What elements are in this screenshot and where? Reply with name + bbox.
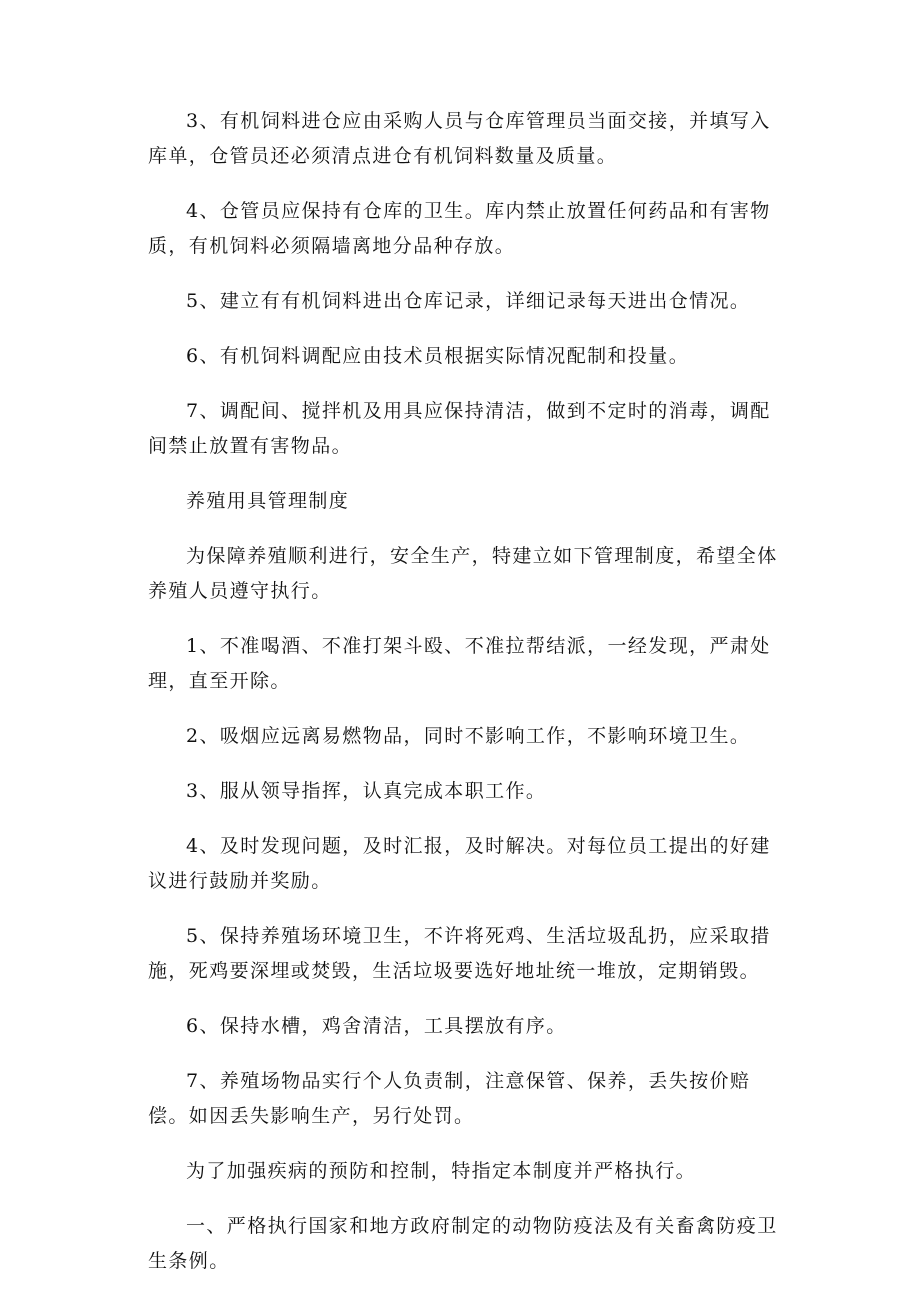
paragraph-rule-7: 7、养殖场物品实行个人负责制，注意保管、保养，丢失按价赔偿。如因丢失影响生产，另行处罚。 [148, 1070, 751, 1127]
paragraph-rule-2: 2、吸烟应远离易燃物品，同时不影响工作，不影响环境卫生。 [186, 725, 751, 747]
paragraph-policy-intro: 为保障养殖顺利进行，安全生产，特建立如下管理制度，希望全体养殖人员遵守执行。 [148, 545, 778, 602]
paragraph-rule-5: 5、保持养殖场环境卫生，不许将死鸡、生活垃圾乱扔，应采取措施，死鸡要深埋或焚毁，生活垃圾要选好地址统一堆放，定期销毁。 [148, 925, 771, 982]
paragraph-feed-item-7: 7、调配间、搅拌机及用具应保持清洁，做到不定时的消毒，调配间禁止放置有害物品。 [148, 400, 771, 457]
paragraph-rule-4: 4、及时发现问题，及时汇报，及时解决。对每位员工提出的好建议进行鼓励并奖励。 [148, 835, 771, 892]
paragraph-rule-3: 3、服从领导指挥，认真完成本职工作。 [186, 780, 547, 802]
paragraph-feed-item-6: 6、有机饲料调配应由技术员根据实际情况配制和投量。 [186, 345, 690, 367]
document-body [148, 104, 788, 1299]
paragraph-feed-item-5: 5、建立有有机饲料进出仓库记录，详细记录每天进出仓情况。 [186, 290, 751, 312]
paragraph-rule-1: 1、不准喝酒、不准打架斗殴、不准拉帮结派，一经发现，严肃处理，直至开除。 [148, 635, 771, 692]
section-heading-tools-policy: 养殖用具管理制度 [186, 490, 350, 512]
paragraph-disease-intro: 为了加强疾病的预防和控制，特指定本制度并严格执行。 [186, 1160, 697, 1182]
paragraph-disease-item-1: 一、严格执行国家和地方政府制定的动物防疫法及有关畜禽防疫卫生条例。 [148, 1215, 778, 1272]
paragraph-rule-6: 6、保持水槽，鸡舍清洁，工具摆放有序。 [186, 1015, 567, 1037]
paragraph-feed-item-4: 4、仓管员应保持有仓库的卫生。库内禁止放置任何药品和有害物质，有机饲料必须隔墙离地分品种存放。 [148, 200, 771, 257]
paragraph-feed-item-3: 3、有机饲料进仓应由采购人员与仓库管理员当面交接，并填写入库单，仓管员还必须清点进仓有机饲料数量及质量。 [148, 110, 771, 167]
